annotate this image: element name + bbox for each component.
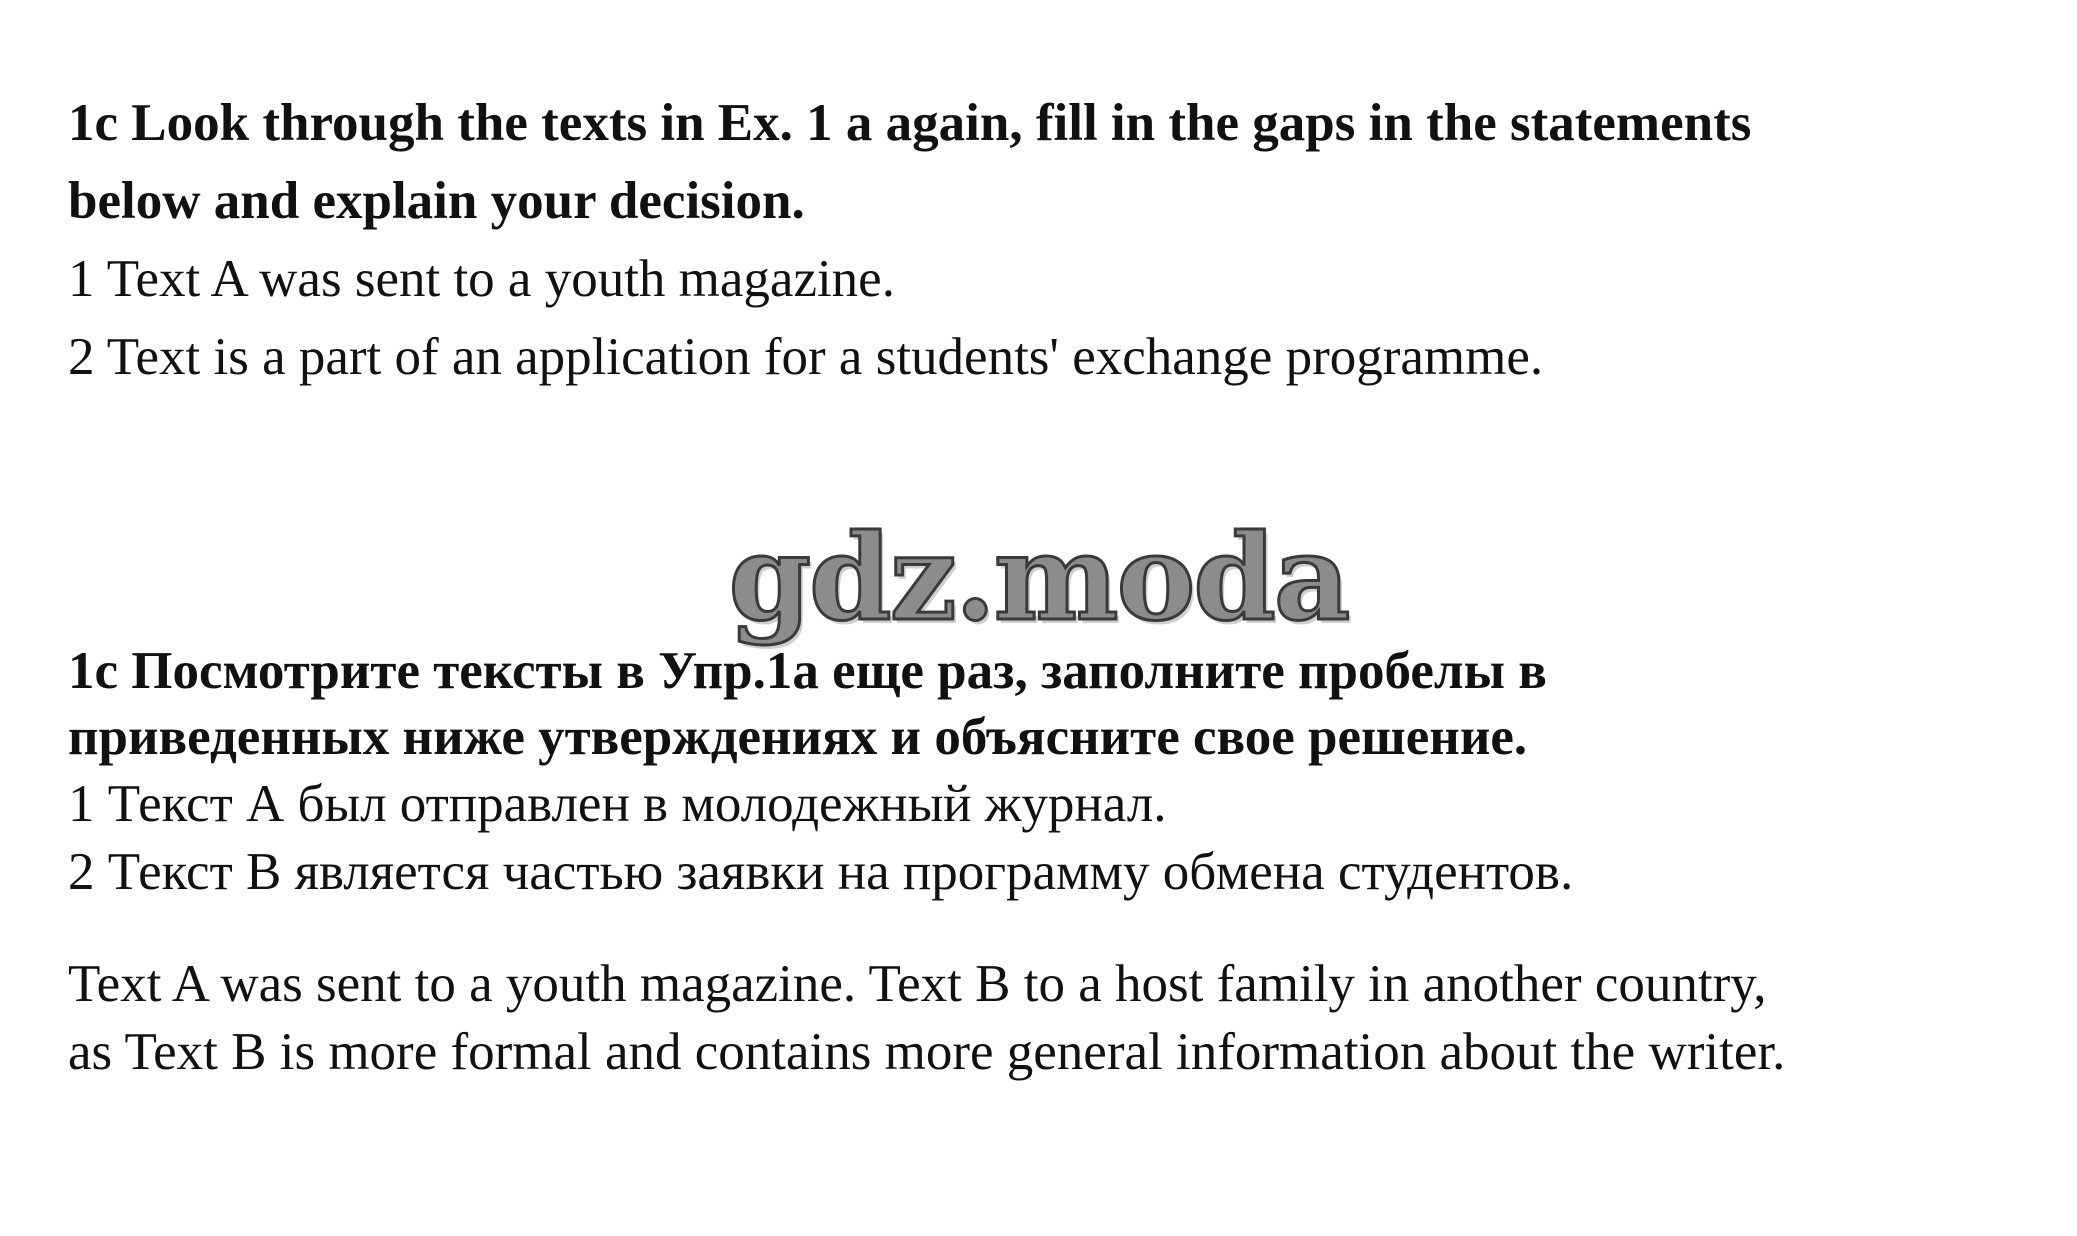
translation-heading-line-1: 1c Посмотрите тексты в Упр.1a еще раз, заполните пробелы в [68,642,1547,700]
answer-line-1: Text A was sent to a youth magazine. Text B to a host family in another country, [68,955,1767,1013]
translation-statement-2: 2 Текст В является частью заявки на программу обмена студентов. [68,843,1574,901]
task-english [68,84,2028,396]
task-russian [68,638,2028,906]
answer-line-2: as Text B is more formal and contains more general information about the writer. [68,1023,1786,1081]
task-heading-line-2: below and explain your decision. [68,172,805,230]
task-heading-line-1: 1c Look through the texts in Ex. 1 a again, fill in the gaps in the statements [68,94,1752,152]
translation-statement-1: 1 Текст А был отправлен в молодежный журнал. [68,775,1167,833]
statement-2: 2 Text is a part of an application for a students' exchange programme. [68,328,1544,386]
translation-heading-line-2: приведенных ниже утверждениях и объясните свое решение. [68,708,1528,766]
watermark-logo: gdz.moda [728,508,1349,647]
statement-1: 1 Text A was sent to a youth magazine. [68,250,895,308]
answer [68,950,2028,1086]
